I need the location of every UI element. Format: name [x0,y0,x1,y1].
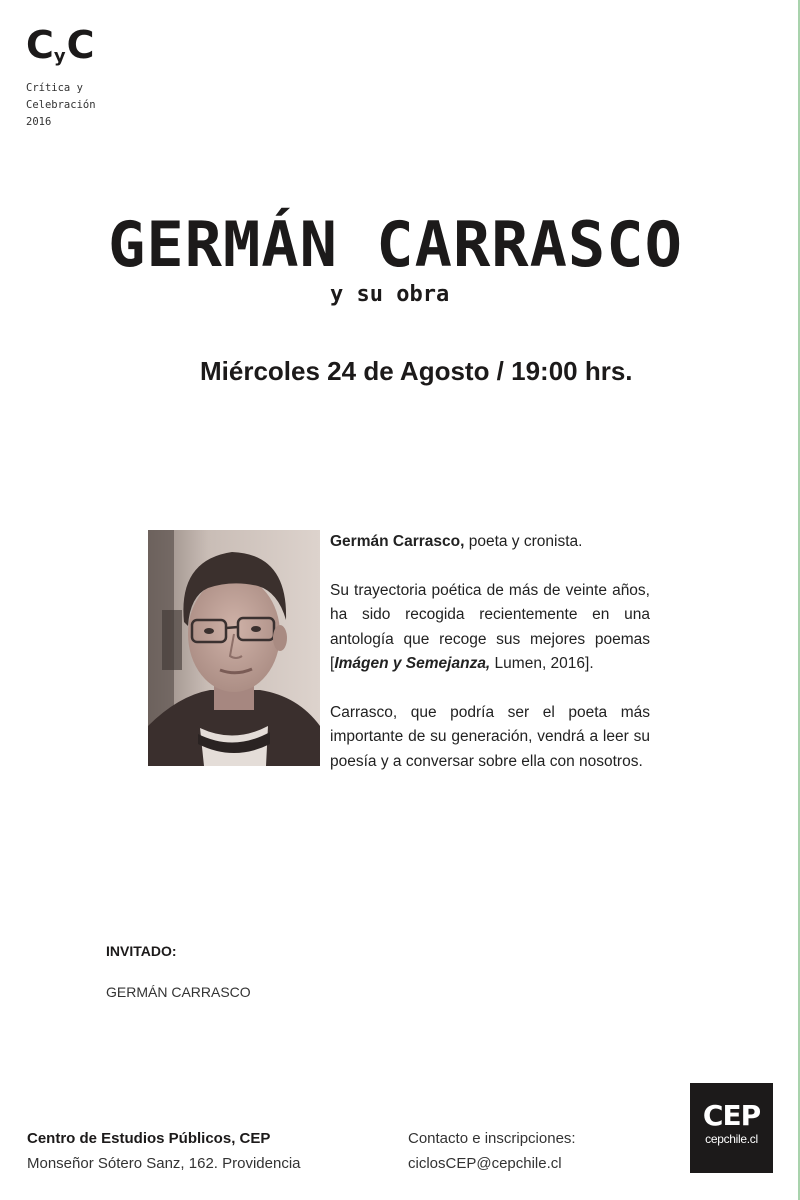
guest-bio [330,530,650,798]
contact-label: Contacto e inscripciones: [408,1130,576,1147]
bio-book-publisher: Lumen, 2016]. [490,655,594,672]
series-year: 2016 [26,116,52,128]
logo-mark-letter-right: C [66,23,94,67]
bio-closing: Carrasco, que podría ser el poeta más importante de su generación, vendrá a leer su poesía y a conversar sobre ella con nosotros. [330,703,650,770]
logo-mark-letter-left: C [26,23,53,67]
organization-address: Monseñor Sótero Sanz, 162. Providencia [27,1155,301,1172]
series-name-line-2: Celebración [26,99,96,111]
bio-intro-text: poeta y cronista. [464,533,583,550]
bio-intro [330,530,650,555]
series-logo [26,23,96,131]
guest-portrait [148,530,320,766]
logo-mark-letter-small: y [53,46,66,67]
cep-logo-text: CEP [702,1099,761,1132]
contact-email[interactable]: ciclosCEP@cepchile.cl [408,1155,562,1172]
series-name-line-1: Crítica y [26,82,83,94]
event-subtitle: y su obra [330,282,450,307]
series-logo-mark [26,23,96,76]
guest-heading: INVITADO: [106,943,177,959]
bio-book-title: Imágen y Semejanza, [334,655,491,672]
cep-logo [690,1083,773,1173]
bio-guest-name: Germán Carrasco, [330,533,465,550]
event-datetime: Miércoles 24 de Agosto / 19:00 hrs. [200,356,633,386]
cep-logo-url: cepchile.cl [705,1132,758,1146]
bio-trajectory [330,579,650,677]
organization-name: Centro de Estudios Públicos, CEP [27,1130,271,1147]
guest-name: GERMÁN CARRASCO [106,984,251,1000]
event-title: GERMÁN CARRASCO [108,208,683,281]
bio-trajectory-text: Su trayectoria poética de más de veinte años, ha sido recogida recientemente en una antología que recoge sus mejores poemas [ [330,581,650,672]
